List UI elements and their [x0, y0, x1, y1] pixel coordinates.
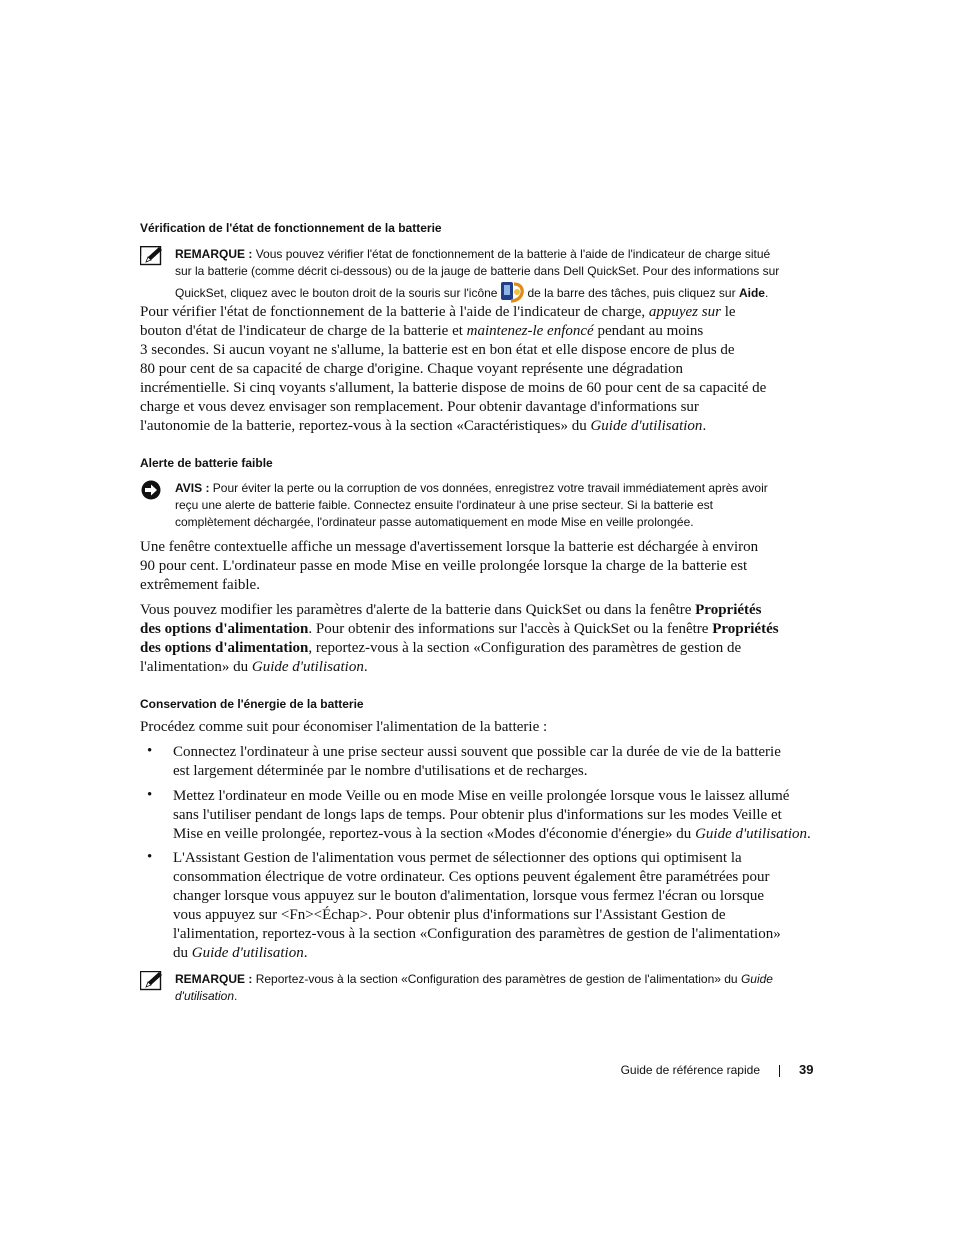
note-text-line1: Reportez-vous à la section «Configuration des paramètres de gestion de l'alimentation» du	[255, 972, 741, 986]
guide-reference: Guide d'utilisation	[695, 826, 808, 842]
note-text-line3a: QuickSet, cliquez avec le bouton droit de la souris sur l'icône	[175, 286, 498, 300]
text-bold: des options d'alimentation	[140, 640, 309, 656]
text-run: , reportez-vous à la section «Configuration des paramètres de gestion de	[308, 640, 742, 656]
text-run: le	[720, 304, 736, 320]
text-line: est largement déterminée par le nombre d'utilisations et de recharges.	[173, 763, 588, 779]
text-run: l'autonomie de la batterie, reportez-vous à la section «Caractéristiques» du	[140, 418, 591, 434]
text-run: Vous pouvez modifier les paramètres d'alerte de la batterie dans QuickSet ou dans la fenêtre	[140, 602, 696, 618]
text-italic: appuyez sur	[648, 304, 721, 320]
text-line: vous appuyez sur <Fn><Échap>. Pour obtenir plus d'informations sur l'Assistant Gestion de	[173, 907, 726, 923]
notice-text-line1: Pour éviter la perte ou la corruption de vos données, enregistrez votre travail immédiatement après avoir	[212, 481, 768, 495]
text-run: bouton d'état de l'indicateur de charge de la batterie et	[140, 323, 467, 339]
note-aide-label: Aide	[738, 286, 765, 300]
note-text-line2: sur la batterie (comme décrit ci-dessous) ou de la jauge de batterie dans Dell QuickSet. Pour des informations sur	[175, 264, 780, 278]
guide-reference: Guide	[740, 972, 773, 986]
text-line: Connectez l'ordinateur à une prise secteur aussi souvent que possible car la durée de vie de la batterie	[173, 744, 781, 760]
section-heading-low-battery: Alerte de batterie faible	[140, 456, 273, 470]
pencil-note-icon	[140, 246, 166, 266]
text-run: . Pour obtenir des informations sur l'accès à QuickSet ou la fenêtre	[308, 621, 713, 637]
text-line: extrêmement faible.	[140, 577, 260, 593]
text-run: l'alimentation» du	[140, 659, 252, 675]
section-heading-battery-health: Vérification de l'état de fonctionnement de la batterie	[140, 221, 442, 235]
text-run: Mise en veille prolongée, reportez-vous à la section «Modes d'économie d'énergie» du	[173, 826, 696, 842]
text-run: pendant au moins	[593, 323, 704, 339]
text-italic: maintenez-le enfoncé	[466, 323, 594, 339]
notice-arrow-icon	[140, 480, 166, 500]
text-line: sans l'utiliser pendant de longs laps de temps. Pour obtenir plus d'informations sur les modes Veille et	[173, 807, 782, 823]
note-power-settings	[140, 971, 814, 1005]
text-run: .	[807, 826, 811, 842]
text-line: changer lorsque vous appuyez sur le bouton d'alimentation, lorsque vous fermez l'écran ou lorsque	[173, 888, 765, 904]
footer-separator	[779, 1065, 780, 1077]
text-bold: Propriétés	[695, 602, 762, 618]
text-run: du	[173, 945, 192, 961]
bullet-glyph: •	[147, 787, 153, 803]
text-line: 90 pour cent. L'ordinateur passe en mode Mise en veille prolongée lorsque la charge de la batterie est	[140, 558, 748, 574]
paragraph-alert-settings	[140, 601, 820, 677]
text-run: Pour vérifier l'état de fonctionnement de la batterie à l'aide de l'indicateur de charge,	[140, 304, 649, 320]
bullet-glyph: •	[147, 743, 153, 759]
paragraph-battery-check	[140, 303, 820, 436]
text-run: .	[702, 418, 707, 434]
list-item-ac-power	[173, 743, 823, 781]
text-line: consommation électrique de votre ordinateur. Ces options peuvent également être paramétrées pour	[173, 869, 770, 885]
quickset-icon	[500, 280, 524, 304]
list-item-standby	[173, 787, 823, 844]
notice-label: AVIS :	[175, 481, 210, 495]
notice-text-line3: complètement déchargée, l'ordinateur passe automatiquement en mode Mise en veille prolongée.	[175, 515, 694, 529]
note-text-line1: Vous pouvez vérifier l'état de fonctionnement de la batterie à l'aide de l'indicateur de charge situé	[255, 247, 771, 261]
guide-reference: Guide d'utilisation	[191, 945, 304, 961]
text-line: incrémentielle. Si cinq voyants s'allument, la batterie dispose de moins de 60 pour cent de sa capacité de	[140, 380, 767, 396]
notice-low-battery	[140, 480, 814, 531]
guide-reference: Guide d'utilisation	[590, 418, 703, 434]
section-heading-power-saving: Conservation de l'énergie de la batterie	[140, 697, 364, 711]
text-line: Procédez comme suit pour économiser l'alimentation de la batterie :	[140, 719, 548, 735]
notice-text-line2: reçu une alerte de batterie faible. Connectez ensuite l'ordinateur à une prise secteur. Si la batterie est	[175, 498, 713, 512]
note-text-line3b: de la barre des tâches, puis cliquez sur	[527, 286, 736, 300]
page-number: 39	[799, 1062, 814, 1077]
paragraph-low-battery-warning	[140, 538, 820, 595]
text-line: 3 secondes. Si aucun voyant ne s'allume, la batterie est en bon état et elle dispose encore de plus de	[140, 342, 735, 358]
text-run: .	[363, 659, 368, 675]
bullet-glyph: •	[147, 849, 153, 865]
text-line: l'alimentation, reportez-vous à la section «Configuration des paramètres de gestion de l'alimentation»	[173, 926, 781, 942]
guide-reference: d'utilisation	[175, 989, 234, 1003]
text-line: Mettez l'ordinateur en mode Veille ou en mode Mise en veille prolongée lorsque vous le laissez allumé	[173, 788, 790, 804]
list-item-power-wizard	[173, 849, 823, 963]
page-footer	[0, 1062, 954, 1080]
text-line: L'Assistant Gestion de l'alimentation vous permet de sélectionner des options qui optimisent la	[173, 850, 742, 866]
footer-title: Guide de référence rapide	[620, 1063, 760, 1077]
text-line: charge et vous devez envisager son remplacement. Pour obtenir davantage d'informations sur	[140, 399, 699, 415]
note-period: .	[764, 286, 769, 300]
paragraph-power-intro	[140, 718, 820, 737]
guide-reference: Guide d'utilisation	[251, 659, 364, 675]
text-line: 80 pour cent de sa capacité de charge d'origine. Chaque voyant représente une dégradation	[140, 361, 684, 377]
note-period: .	[234, 989, 238, 1003]
note-label: REMARQUE :	[175, 247, 253, 261]
pencil-note-icon	[140, 971, 166, 991]
note-battery-health	[140, 246, 814, 304]
text-bold: Propriétés	[712, 621, 779, 637]
text-bold: des options d'alimentation	[140, 621, 309, 637]
text-run: .	[303, 945, 308, 961]
text-line: Une fenêtre contextuelle affiche un message d'avertissement lorsque la batterie est déchargée à environ	[140, 539, 759, 555]
note-label: REMARQUE :	[175, 972, 253, 986]
